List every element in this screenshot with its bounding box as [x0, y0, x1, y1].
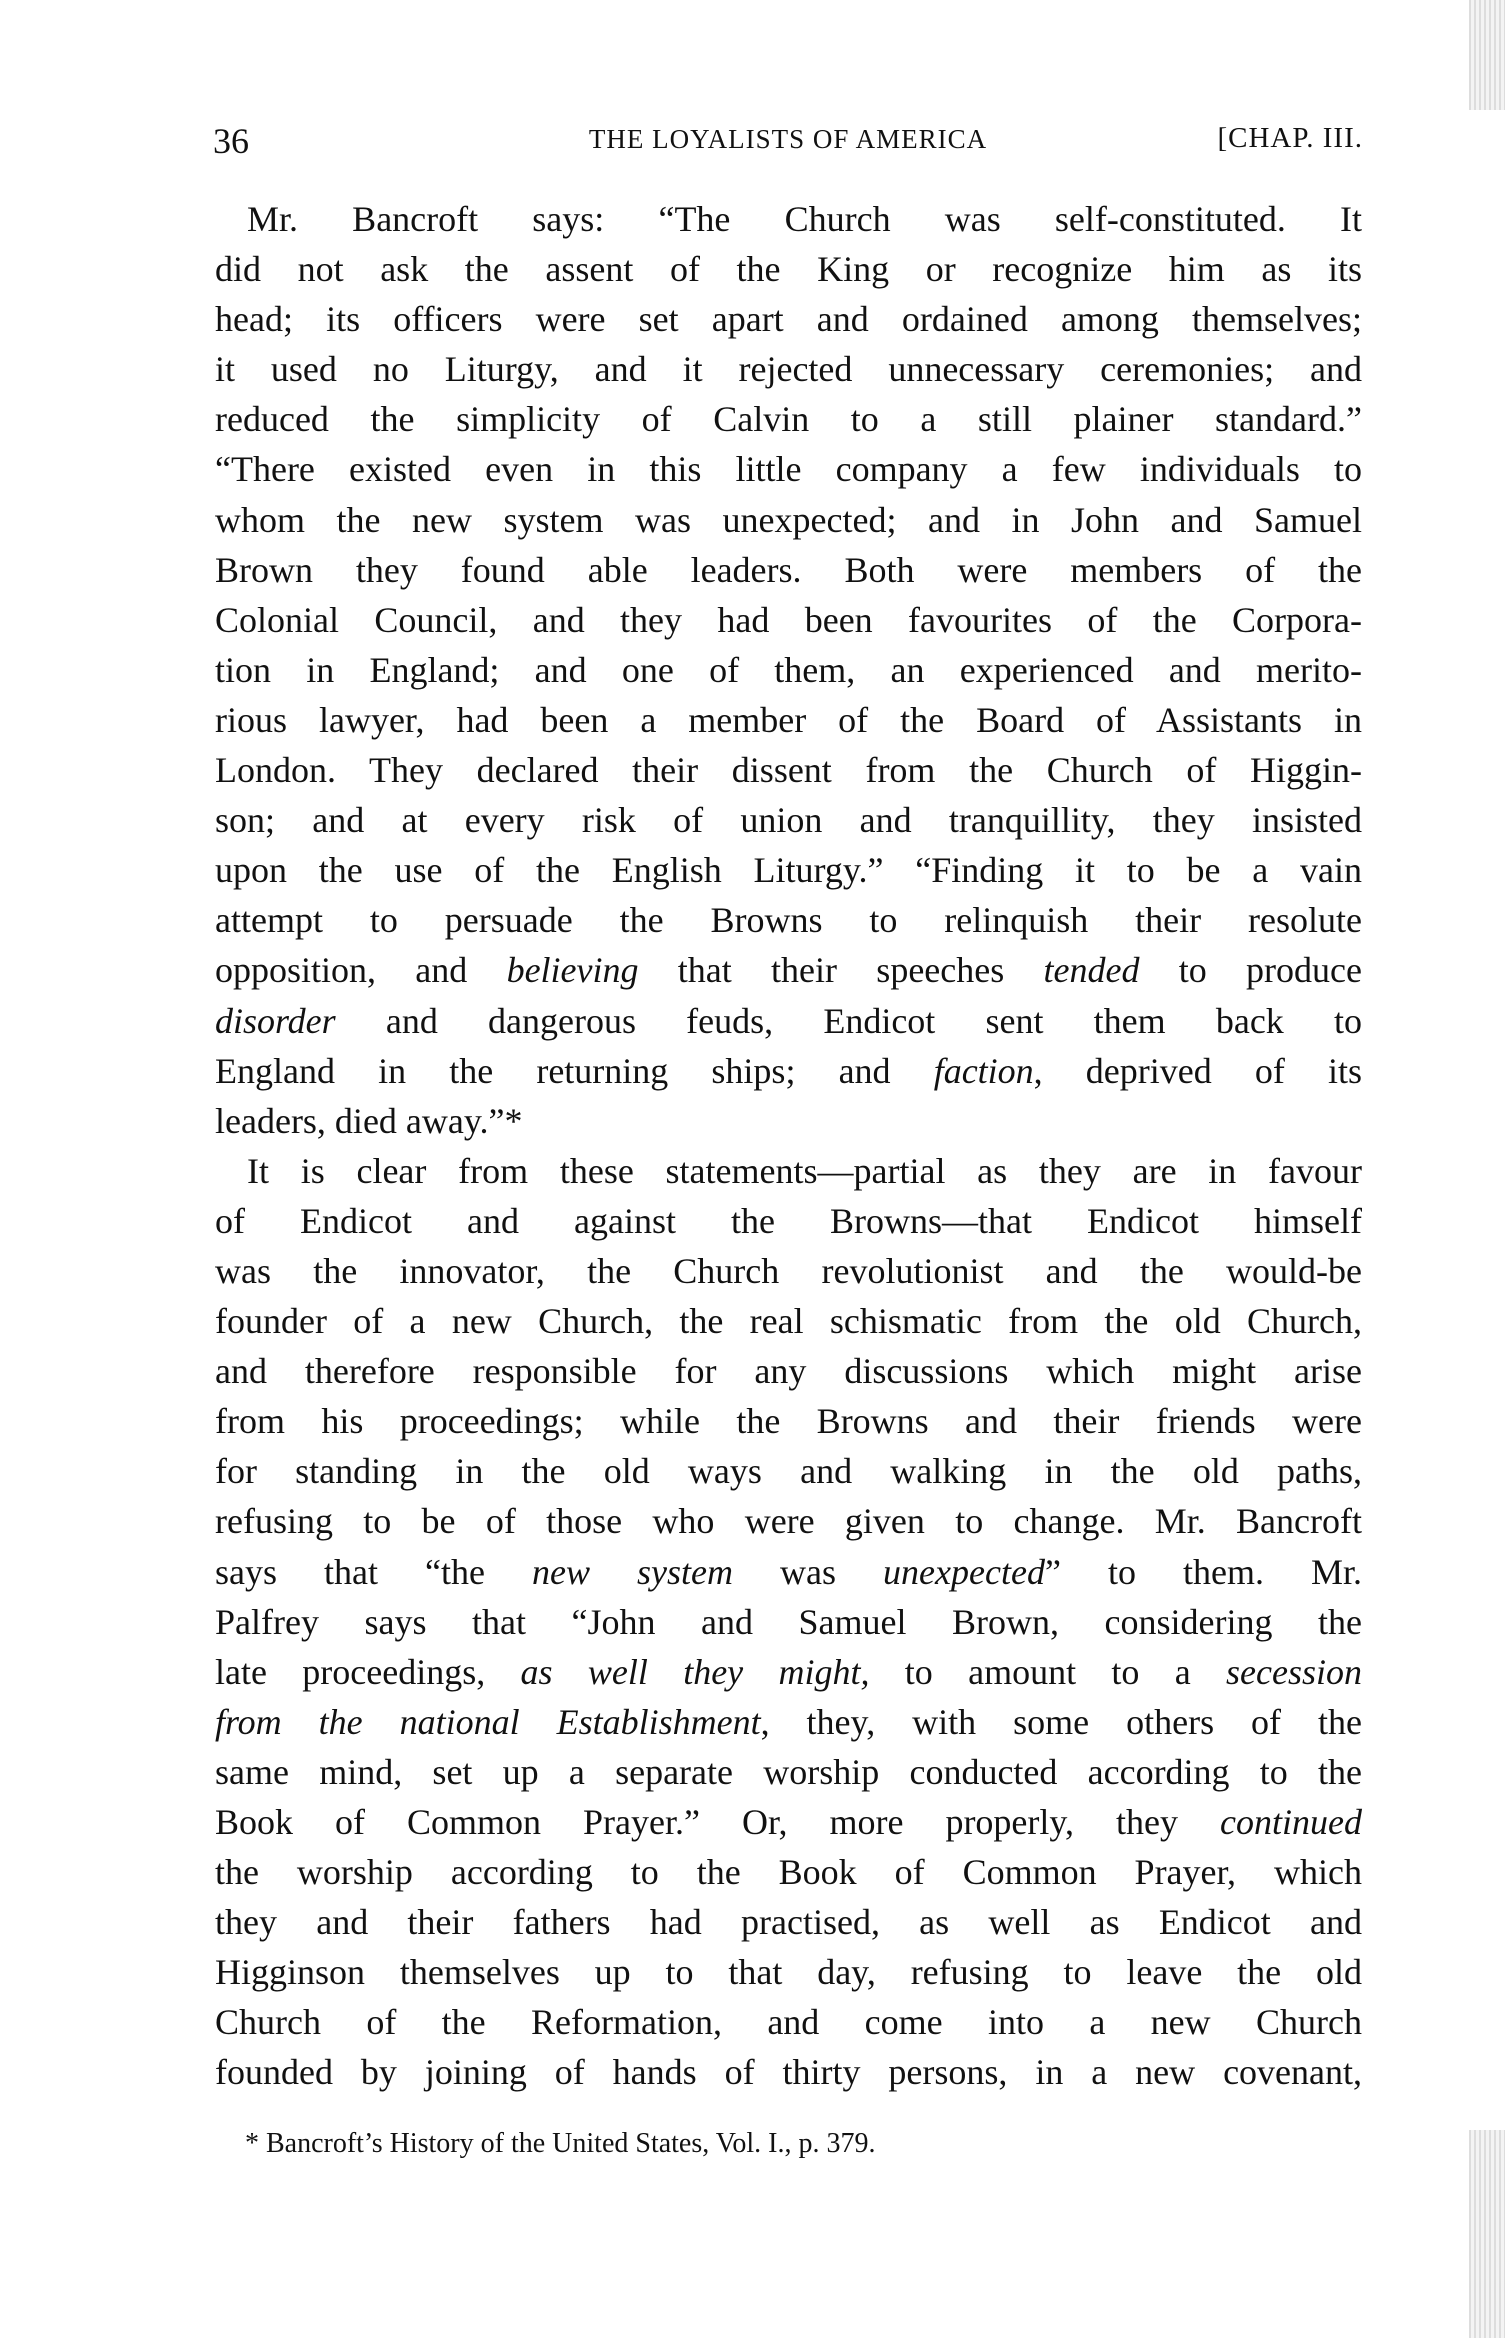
text-segment: for standing in the old ways and walking in the old paths,: [215, 1451, 1362, 1492]
text-line: [215, 1096, 1362, 1146]
chapter-label: [CHAP. III.: [1217, 122, 1363, 154]
text-segment: London. They declared their dissent from the Church of Higgin-: [215, 750, 1362, 791]
text-line: [215, 1146, 1362, 1196]
running-title: THE LOYALISTS OF AMERICA: [588, 124, 988, 154]
text-segment: , they, with some others of the: [760, 1701, 1362, 1742]
text-line: [215, 1396, 1362, 1446]
text-line: [215, 1897, 1362, 1947]
text-line: [215, 2047, 1362, 2097]
text-line: [215, 1997, 1362, 2047]
text-segment: late proceedings,: [215, 1651, 521, 1692]
footnote: * Bancroft’s History of the United States, Vol. I., p. 379.: [245, 2128, 876, 2159]
italic-text: believing: [506, 950, 639, 991]
text-segment: was the innovator, the Church revolutionist and the would-be: [215, 1250, 1362, 1291]
text-line: [215, 645, 1362, 695]
text-segment: , deprived of its: [1033, 1050, 1363, 1091]
text-line: [215, 1797, 1362, 1847]
text-segment: of Endicot and against the Browns—that Endicot himself: [215, 1200, 1362, 1241]
text-line: [215, 1496, 1362, 1546]
text-segment: Higginson themselves up to that day, refusing to leave the old: [215, 1952, 1362, 1993]
text-segment: It is clear from these statements—partial as they are in favour: [247, 1150, 1362, 1191]
text-line: [215, 344, 1362, 394]
text-segment: opposition, and: [215, 950, 507, 991]
text-segment: they and their fathers had practised, as well as Endicot and: [215, 1902, 1362, 1943]
text-line: [215, 1547, 1362, 1597]
text-line: [215, 1847, 1362, 1897]
text-line: [215, 1747, 1362, 1797]
text-segment: did not ask the assent of the King or recognize him as its: [215, 249, 1362, 290]
text-line: [215, 695, 1362, 745]
text-segment: attempt to persuade the Browns to relinquish their resolute: [215, 900, 1362, 941]
text-segment: Mr. Bancroft says: “The Church was self-constituted. It: [247, 199, 1362, 239]
text-segment: it used no Liturgy, and it rejected unnecessary ceremonies; and: [215, 349, 1362, 390]
text-line: [215, 1647, 1362, 1697]
text-line: [215, 1597, 1362, 1647]
text-segment: Book of Common Prayer.” Or, more properly, they: [215, 1802, 1221, 1842]
text-segment: Church of the Reformation, and come into a new Church: [215, 2002, 1362, 2043]
italic-text: disorder: [215, 1000, 336, 1041]
text-segment: upon the use of the English Liturgy.” “Finding it to be a vain: [215, 850, 1362, 891]
text-line: [215, 444, 1362, 494]
text-segment: refusing to be of those who were given to change. Mr. Bancroft: [215, 1501, 1362, 1542]
text-segment: England in the returning ships; and: [215, 1050, 934, 1091]
text-segment: to produce: [1139, 950, 1363, 991]
text-line: [215, 745, 1362, 795]
text-segment: Brown they found able leaders. Both were members of the: [215, 549, 1362, 590]
text-line: [215, 1947, 1362, 1997]
text-line: [215, 1296, 1362, 1346]
italic-text: as well they might,: [520, 1651, 870, 1692]
text-line: [215, 244, 1362, 294]
text-line: [215, 895, 1362, 945]
text-segment: rious lawyer, had been a member of the Board of Assistants in: [215, 699, 1362, 740]
text-segment: founder of a new Church, the real schismatic from the old Church,: [215, 1301, 1362, 1342]
italic-text: faction: [933, 1050, 1034, 1091]
text-segment: that their speeches: [638, 950, 1044, 991]
text-segment: and therefore responsible for any discussions which might arise: [215, 1351, 1362, 1392]
italic-text: new system: [532, 1551, 734, 1592]
text-segment: whom the new system was unexpected; and in John and Samuel: [215, 499, 1362, 540]
text-line: [215, 1246, 1362, 1296]
italic-text: unexpected: [883, 1551, 1045, 1592]
text-line: [215, 1697, 1362, 1747]
italic-text: tended: [1043, 950, 1140, 991]
text-segment: Palfrey says that “John and Samuel Brown, considering the: [215, 1601, 1362, 1642]
text-line: [215, 1446, 1362, 1496]
text-segment: founded by joining of hands of thirty persons, in a new covenant,: [215, 2052, 1362, 2093]
text-segment: to amount to a: [869, 1651, 1227, 1692]
text-line: [215, 545, 1362, 595]
text-line: [215, 1046, 1362, 1096]
body-text: [215, 194, 1362, 2098]
text-segment: son; and at every risk of union and tranquillity, they insisted: [215, 800, 1362, 841]
text-segment: reduced the simplicity of Calvin to a still plainer standard.”: [215, 399, 1362, 440]
scan-edge-top: [1469, 0, 1505, 110]
text-segment: says that “the: [215, 1551, 533, 1592]
text-line: [215, 194, 1362, 244]
text-line: [215, 1346, 1362, 1396]
text-line: [215, 996, 1362, 1046]
text-line: [215, 945, 1362, 995]
italic-text: from the national Establishment: [215, 1701, 761, 1742]
text-line: [215, 1196, 1362, 1246]
text-segment: the worship according to the Book of Common Prayer, which: [215, 1852, 1362, 1893]
text-segment: tion in England; and one of them, an experienced and merito-: [215, 649, 1362, 690]
text-segment: ” to them. Mr.: [1044, 1551, 1362, 1592]
page-number: 36: [213, 121, 249, 161]
text-segment: “There existed even in this little company a few individuals to: [215, 449, 1362, 490]
italic-text: secession: [1226, 1651, 1362, 1692]
text-line: [215, 595, 1362, 645]
text-line: [215, 795, 1362, 845]
text-segment: same mind, set up a separate worship conducted according to the: [215, 1751, 1362, 1792]
text-segment: leaders, died away.”*: [215, 1100, 523, 1141]
text-segment: Colonial Council, and they had been favourites of the Corpora-: [215, 599, 1362, 640]
scan-edge-bottom: [1469, 2130, 1505, 2338]
text-segment: and dangerous feuds, Endicot sent them back to: [335, 1000, 1362, 1041]
text-segment: from his proceedings; while the Browns and their friends were: [215, 1401, 1362, 1442]
italic-text: continued: [1220, 1802, 1362, 1842]
text-line: [215, 294, 1362, 344]
text-segment: head; its officers were set apart and ordained among themselves;: [215, 299, 1362, 340]
text-line: [215, 495, 1362, 545]
text-line: [215, 845, 1362, 895]
text-line: [215, 394, 1362, 444]
running-header: [213, 120, 1363, 170]
text-segment: was: [733, 1551, 884, 1592]
